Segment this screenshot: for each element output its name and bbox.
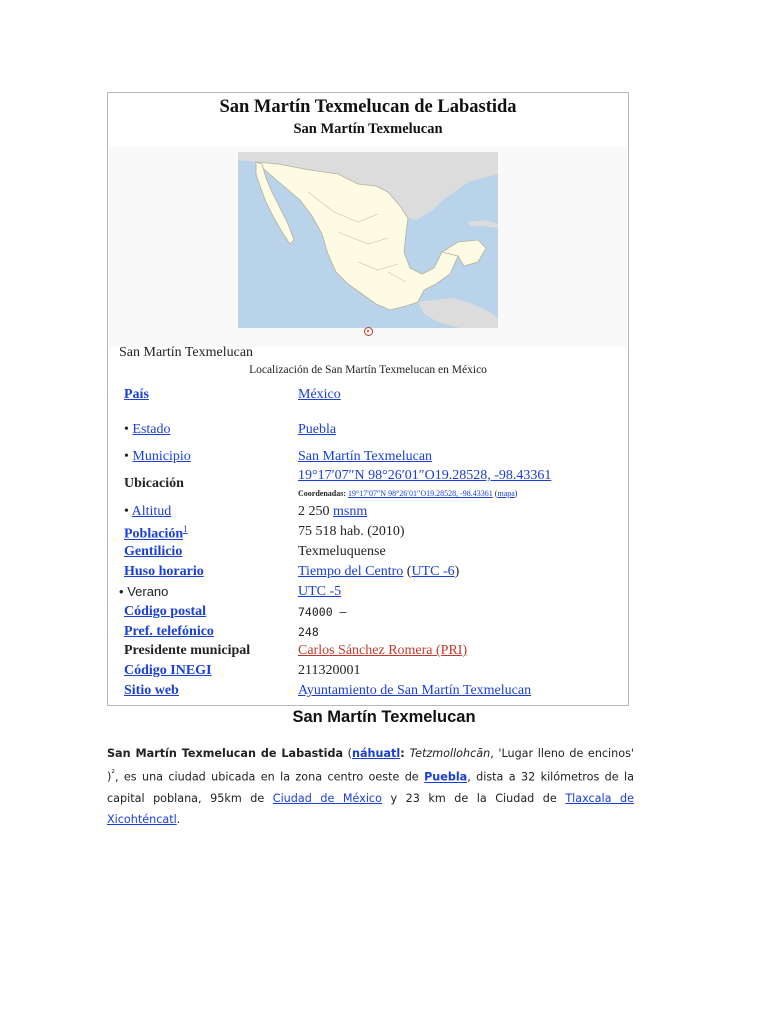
mexico-map-image (238, 152, 498, 328)
paren-open: ( (494, 489, 498, 498)
ubicacion-label: Ubicación (124, 476, 184, 491)
coordinates-link[interactable]: 19°17′07″N 98°26′01″O19.28528, -98.43361 (298, 468, 552, 483)
bullet: • (124, 504, 129, 519)
nahuatl-link[interactable]: náhuatl (352, 747, 401, 760)
poblacion-ref-link[interactable]: 1 (183, 524, 188, 534)
tetzmollohcan: Tetzmollohcān (409, 747, 491, 760)
paren-close: ) (454, 564, 460, 579)
poblacion-value: 75 518 hab. (2010) (298, 524, 405, 539)
verano-label: Verano (127, 584, 169, 599)
cp-label-link[interactable]: Código postal (124, 604, 207, 619)
msnm-link[interactable]: msnm (333, 504, 368, 519)
colon: : (400, 747, 410, 760)
pais-value-link[interactable]: México (298, 387, 341, 402)
pref-value: 248 (298, 625, 319, 639)
gentilicio-label-link[interactable]: Gentilicio (124, 544, 183, 559)
coords-small-link[interactable]: 19°17′07″N 98°26′01″O19.28528, -98.43361 (348, 489, 493, 498)
bullet: • (124, 422, 129, 437)
puebla-link[interactable]: Puebla (424, 770, 468, 784)
period: . (176, 812, 181, 826)
infobox (107, 92, 629, 706)
text-3: y 23 km de la Ciudad de (381, 791, 566, 805)
map-caption: San Martín Texmelucan (119, 345, 254, 360)
utc5-link[interactable]: UTC -5 (298, 584, 342, 599)
tlaxcala-link[interactable]: Tlaxcala de Xicohténcatl (107, 791, 635, 826)
inegi-value: 211320001 (298, 663, 361, 678)
article-paragraph (107, 743, 634, 830)
presidente-label: Presidente municipal (124, 643, 251, 658)
bullet: • (119, 584, 124, 599)
sitio-value-link[interactable]: Ayuntamiento de San Martín Texmelucan (298, 683, 532, 698)
altitud-value: 2 250 (298, 504, 330, 519)
utc6-link[interactable]: UTC -6 (411, 564, 455, 579)
altitud-label-link[interactable]: Altitud (131, 504, 172, 519)
paren-close: ) (514, 489, 518, 498)
article-title: San Martín Texmelucan (292, 708, 476, 726)
location-map[interactable] (238, 152, 498, 328)
coords-map-link[interactable]: mapa (497, 489, 515, 498)
coords-label: Coordenadas: (298, 489, 347, 498)
meaning: , 'Lugar lleno de encinos' ) (107, 747, 635, 784)
bullet: • (124, 449, 129, 464)
location-caption: Localización de San Martín Texmelucan en México (249, 364, 487, 376)
estado-label-link[interactable]: Estado (132, 422, 171, 437)
presidente-value-link[interactable]: Carlos Sánchez Romera (PRI) (298, 643, 468, 658)
article-name: San Martín Texmelucan de Labastida (107, 747, 344, 760)
location-marker-icon (364, 327, 373, 336)
municipio-label-link[interactable]: Municipio (132, 449, 191, 464)
huso-label-link[interactable]: Huso horario (124, 564, 204, 579)
coords-small (298, 489, 517, 498)
ref-2: ² (111, 769, 115, 779)
paren-open: ( (406, 564, 412, 579)
text-1: , es una ciudad ubicada en la zona centro oeste de (114, 770, 425, 784)
estado-value-link[interactable]: Puebla (298, 422, 337, 437)
tiempo-centro-link[interactable]: Tiempo del Centro (298, 564, 404, 579)
infobox-subtitle: San Martín Texmelucan (293, 121, 443, 137)
gentilicio-value: Texmeluquense (298, 544, 386, 559)
poblacion-label-link[interactable]: Población (124, 526, 184, 542)
sitio-label-link[interactable]: Sitio web (124, 683, 179, 698)
municipio-value-link[interactable]: San Martín Texmelucan (298, 449, 433, 464)
infobox-title: San Martín Texmelucan de Labastida (219, 97, 517, 117)
paren-open: ( (347, 747, 353, 760)
inegi-label-link[interactable]: Código INEGI (124, 663, 212, 678)
pais-label-link[interactable]: País (124, 387, 149, 402)
cp-value: 74000 – (298, 605, 347, 619)
pref-label-link[interactable]: Pref. telefónico (124, 624, 214, 639)
text-2: , dista a 32 kilómetros de la capital poblana, 95km de (107, 770, 634, 805)
cdmx-link[interactable]: Ciudad de México (272, 791, 382, 805)
